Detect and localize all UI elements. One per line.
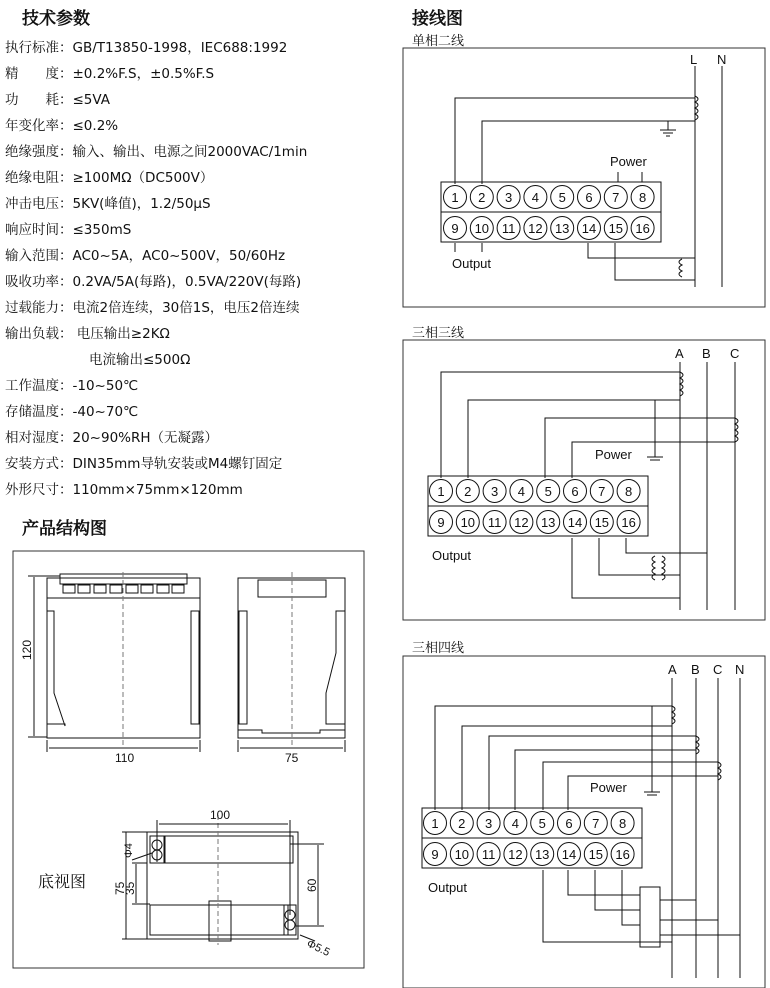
terminal-number: 3	[504, 190, 513, 205]
terminal-number: 5	[544, 484, 552, 499]
terminal-number: 15	[588, 847, 604, 862]
spec-value: ±0.2%F.S，±0.5%F.S	[72, 66, 215, 82]
spec-value: 5KV(峰值)，1.2/50μS	[72, 196, 211, 212]
dim-hole-small: Φ4	[123, 843, 135, 858]
dim-depth: 75	[285, 751, 299, 765]
terminal-number: 12	[514, 515, 529, 530]
spec-label: 外形尺寸：	[5, 482, 73, 498]
terminal-blocks	[422, 182, 661, 868]
terminal-number: 14	[561, 847, 577, 862]
structure-drawing	[13, 551, 364, 968]
spec-label: 功 耗：	[5, 92, 73, 108]
terminal-number: 2	[464, 484, 472, 499]
terminal-number: 1	[431, 816, 439, 831]
terminal-number: 15	[608, 221, 624, 236]
spec-label: 工作温度：	[5, 378, 73, 394]
terminal-number: 7	[592, 816, 600, 831]
terminal-number: 11	[481, 847, 496, 862]
terminal-block-three-wire	[428, 476, 648, 536]
terminal-number: 9	[437, 515, 445, 530]
terminal-number: 6	[565, 816, 573, 831]
terminal-number: 15	[594, 515, 610, 530]
terminal-number: 2	[458, 816, 466, 831]
terminal-block-four-wire	[422, 808, 642, 868]
terminal-number: 13	[540, 515, 556, 530]
terminal-number: 16	[615, 847, 630, 862]
power-label-2: Power	[595, 447, 632, 462]
label-C-3w: C	[730, 346, 740, 361]
three-phase-three-wire-title: 三相三线	[412, 326, 465, 341]
spec-label: 存储温度：	[5, 404, 73, 420]
terminal-number: 13	[554, 221, 570, 236]
three-phase-four-wire-title: 三相四线	[412, 641, 465, 656]
spec-value: -40~70℃	[72, 404, 139, 420]
terminal-number: 11	[487, 515, 502, 530]
power-label-3: Power	[590, 780, 627, 795]
power-label-1: Power	[610, 154, 647, 169]
spec-label: 输入范围：	[5, 248, 73, 264]
spec-value: 输入、输出、电源之间2000VAC/1min	[72, 144, 308, 160]
three-wire-wires	[441, 362, 738, 610]
terminal-number: 3	[484, 816, 493, 831]
terminal-number: 6	[585, 190, 593, 205]
spec-value: DIN35mm导轨安装或M4螺钉固定	[72, 456, 283, 472]
dim-hole-large: Φ5.5	[304, 937, 332, 959]
terminal-number: 16	[635, 221, 650, 236]
terminal-number: 8	[618, 816, 627, 831]
structure-title: 产品结构图	[22, 519, 107, 539]
terminal-number: 12	[508, 847, 523, 862]
terminal-number: 12	[528, 221, 543, 236]
terminal-number: 4	[517, 484, 526, 499]
terminal-number: 1	[451, 190, 459, 205]
spec-label: 输出负载：	[5, 326, 73, 342]
spec-value: ≤350mS	[72, 222, 132, 238]
label-B-4w: B	[691, 662, 700, 677]
spec-label: 绝缘强度：	[5, 144, 73, 160]
label-A-3w: A	[675, 346, 684, 361]
dim-hole-spacing: 100	[210, 808, 231, 822]
spec-value: GB/T13850-1998，IEC688:1992	[72, 40, 288, 56]
spec-label: 年变化率：	[5, 118, 73, 134]
spec-label: 安装方式：	[5, 456, 73, 472]
terminal-number: 8	[638, 190, 647, 205]
terminal-number: 1	[437, 484, 445, 499]
terminal-number: 5	[538, 816, 546, 831]
terminal-number: 10	[460, 515, 476, 530]
dim-width: 110	[115, 751, 135, 765]
spec-label: 吸收功率：	[5, 274, 73, 290]
label-L: L	[690, 52, 698, 67]
dim-rail: 35	[123, 881, 137, 895]
spec-value: ≤5VA	[72, 92, 111, 108]
terminal-number: 5	[558, 190, 566, 205]
spec-value: 110mm×75mm×120mm	[72, 482, 243, 498]
terminal-number: 13	[534, 847, 550, 862]
spec-label: 冲击电压：	[5, 196, 73, 212]
terminal-number: 7	[598, 484, 606, 499]
dim-bottom-depth: 75	[113, 881, 127, 895]
spec-value: -10~50℃	[72, 378, 139, 394]
single-phase-title: 单相二线	[412, 34, 465, 49]
single-phase-wires	[455, 66, 722, 287]
terminal-number: 4	[511, 816, 520, 831]
four-wire-wires	[435, 678, 740, 978]
label-A-4w: A	[668, 662, 677, 677]
terminal-number: 8	[624, 484, 633, 499]
spec-value: AC0~5A，AC0~500V，50/60Hz	[72, 248, 286, 264]
terminal-number: 2	[478, 190, 486, 205]
terminal-number: 10	[454, 847, 470, 862]
label-N: N	[717, 52, 727, 67]
terminal-number: 16	[621, 515, 636, 530]
output-label-1: Output	[452, 256, 492, 271]
wiring-title: 接线图	[412, 9, 463, 29]
output-label-2: Output	[432, 548, 472, 563]
label-N-4w: N	[735, 662, 745, 677]
label-B-3w: B	[702, 346, 711, 361]
spec-label: 相对湿度：	[5, 430, 73, 446]
terminal-number: 14	[581, 221, 597, 236]
dim-hole-vertical: 60	[305, 878, 319, 892]
terminal-number: 9	[451, 221, 459, 236]
spec-value: 电流2倍连续，30倍1S，电压2倍连续	[72, 300, 300, 316]
output-label-3: Output	[428, 880, 468, 895]
terminal-number: 10	[474, 221, 490, 236]
spec-value: 电流输出≤500Ω	[89, 352, 191, 368]
spec-value: ≥100MΩ（DC500V）	[72, 170, 214, 186]
terminal-number: 4	[531, 190, 540, 205]
specs-title: 技术参数	[22, 9, 90, 29]
spec-value: ≤0.2%	[72, 118, 119, 134]
spec-label: 执行标准：	[5, 40, 73, 56]
terminal-number: 9	[431, 847, 439, 862]
terminal-number: 14	[567, 515, 583, 530]
bottom-view-label: 底视图	[38, 874, 87, 891]
terminal-number: 3	[490, 484, 499, 499]
spec-label: 响应时间：	[5, 222, 73, 238]
spec-value: 20~90%RH（无凝露）	[72, 430, 219, 446]
label-C-4w: C	[713, 662, 723, 677]
three-wire-box	[403, 340, 765, 620]
terminal-number: 6	[571, 484, 579, 499]
terminal-block-single	[441, 182, 661, 242]
terminal-number: 11	[501, 221, 516, 236]
spec-value: 电压输出≥2KΩ	[72, 326, 170, 342]
spec-label: 精 度：	[5, 66, 73, 82]
spec-value: 0.2VA/5A(每路)，0.5VA/220V(每路)	[72, 274, 302, 290]
spec-label: 绝缘电阻：	[5, 170, 73, 186]
spec-label: 过载能力：	[5, 300, 73, 316]
terminal-number: 7	[612, 190, 620, 205]
dim-height: 120	[20, 639, 34, 660]
